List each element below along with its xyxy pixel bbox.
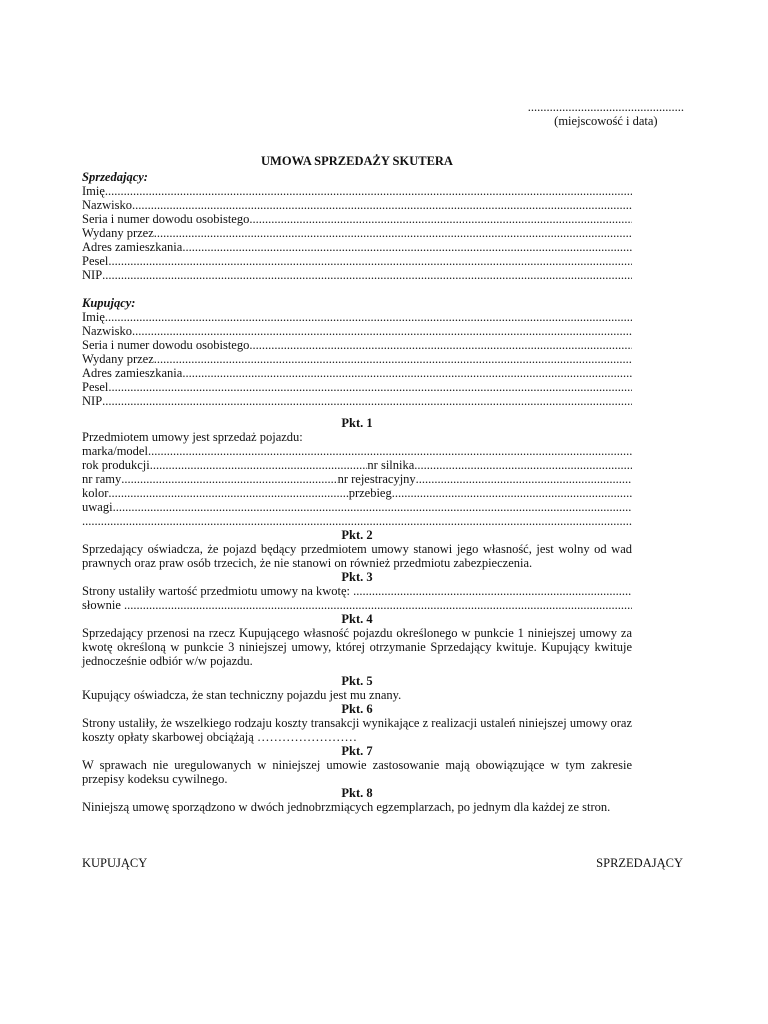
fill-in-line: [102, 268, 632, 282]
buyer-heading: Kupujący:: [82, 296, 136, 310]
vehicle-field-rama-rejestracja[interactable]: [82, 472, 632, 486]
field-label: słownie: [82, 598, 121, 612]
pkt4-heading: Pkt. 4: [341, 612, 373, 626]
field-label: rok produkcji: [82, 458, 150, 472]
pkt6-heading: Pkt. 6: [341, 702, 373, 716]
fill-in-line: [392, 486, 632, 500]
spacer: [82, 282, 632, 296]
field-label: Seria i numer dowodu osobistego: [82, 338, 250, 352]
fill-in-line: [182, 240, 632, 254]
fill-in-line: [353, 584, 632, 598]
seller-field-pesel[interactable]: [82, 254, 632, 268]
fill-in-line: [108, 486, 348, 500]
place-date-block: [528, 100, 684, 128]
pkt6-text: Strony ustaliły, że wszelkiego rodzaju koszty transakcji wynikające z realizacji ustaleń niniejszej umowy oraz koszty opłaty skarbowej obciążają ……………………: [82, 716, 632, 744]
buyer-field-dowod[interactable]: [82, 338, 632, 352]
fill-in-line: [121, 472, 337, 486]
pkt7-text: W sprawach nie uregulowanych w niniejszej umowie zastosowanie mają obowiązujące w tym zakresie przepisy kodeksu cywilnego.: [82, 758, 632, 786]
pkt3-heading: Pkt. 3: [341, 570, 373, 584]
pkt5-text: Kupujący oświadcza, że stan techniczny pojazdu jest mu znany.: [82, 688, 402, 702]
pkt1-intro: Przedmiotem umowy jest sprzedaż pojazdu:: [82, 430, 303, 444]
place-date-dots: ..................................................: [527, 100, 684, 114]
fill-in-line: [249, 212, 632, 226]
fill-in-line: [154, 352, 632, 366]
seller-signature-label: SPRZEDAJĄCY: [596, 856, 683, 870]
seller-heading: Sprzedający:: [82, 170, 148, 184]
fill-in-line: [105, 184, 632, 198]
vehicle-field-uwagi-cont[interactable]: [82, 514, 632, 528]
field-label: Strony ustaliły wartość przedmiotu umowy na kwotę:: [82, 584, 351, 598]
pkt8-heading: Pkt. 8: [341, 786, 373, 800]
field-label: uwagi: [82, 500, 113, 514]
fill-in-line: [154, 226, 632, 240]
field-label: NIP: [82, 394, 103, 408]
vehicle-field-rok-silnik[interactable]: [82, 458, 632, 472]
seller-field-adres[interactable]: [82, 240, 632, 254]
field-label: Imię: [82, 310, 105, 324]
pkt4-text: Sprzedający przenosi na rzecz Kupującego własność pojazdu określonego w punkcie 1 niniejszej umowy za kwotę określoną w punkcie 3 niniejszej umowy, której otrzymanie Sprzedający kwituje. Kupujący kwituje jednocześnie odbiór w/w pojazdu.: [82, 626, 632, 668]
seller-field-dowod[interactable]: [82, 212, 632, 226]
fill-in-line: [102, 394, 632, 408]
pkt2-heading: Pkt. 2: [341, 528, 373, 542]
field-label: Nazwisko: [82, 324, 132, 338]
buyer-field-wydany[interactable]: [82, 352, 632, 366]
field-label: kolor: [82, 486, 109, 500]
vehicle-field-kolor-przebieg[interactable]: [82, 486, 632, 500]
fill-in-line: [416, 472, 632, 486]
seller-field-nazwisko[interactable]: [82, 198, 632, 212]
buyer-field-adres[interactable]: [82, 366, 632, 380]
field-label: NIP: [82, 268, 103, 282]
pkt5-heading: Pkt. 5: [341, 674, 373, 688]
field-label: Pesel: [82, 380, 109, 394]
fill-in-line: [113, 500, 632, 514]
vehicle-field-marka[interactable]: [82, 444, 632, 458]
field-label: Wydany przez: [82, 352, 154, 366]
buyer-signature-label: KUPUJĄCY: [82, 856, 148, 870]
pkt1-heading: Pkt. 1: [341, 416, 373, 430]
fill-in-line: [124, 598, 632, 612]
field-label: Nazwisko: [82, 198, 132, 212]
fill-in-line: [150, 458, 368, 472]
fill-in-line: [105, 310, 632, 324]
price-field-kwota[interactable]: [82, 584, 632, 598]
field-label: przebieg: [348, 486, 392, 500]
pkt8-text: Niniejszą umowę sporządzono w dwóch jednobrzmiących egzemplarzach, po jednym dla każdej ze stron.: [82, 800, 611, 814]
seller-field-imie[interactable]: [82, 184, 632, 198]
field-label: nr ramy: [82, 472, 122, 486]
contract-title: UMOWA SPRZEDAŻY SKUTERA: [261, 154, 453, 168]
fill-in-line: [132, 324, 632, 338]
field-label: marka/model: [82, 444, 148, 458]
buyer-field-pesel[interactable]: [82, 380, 632, 394]
fill-in-line: [148, 444, 632, 458]
field-label: Wydany przez: [82, 226, 154, 240]
fill-in-line: [108, 380, 632, 394]
fill-in-line: [108, 254, 632, 268]
vehicle-field-uwagi[interactable]: [82, 500, 632, 514]
fill-in-line: [249, 338, 632, 352]
buyer-section: [82, 296, 632, 408]
field-label: nr silnika: [367, 458, 415, 472]
contract-body: [82, 154, 632, 814]
price-field-slownie[interactable]: [82, 598, 632, 612]
seller-field-wydany[interactable]: [82, 226, 632, 240]
field-label: Pesel: [82, 254, 109, 268]
pkt2-text: Sprzedający oświadcza, że pojazd będący przedmiotem umowy stanowi jego własność, jest wolny od wad prawnych oraz praw osób trzecich, że nie stanowi on również przedmiotu zabezpieczenia.: [82, 542, 632, 570]
signature-row: [82, 856, 683, 870]
fill-in-line: [132, 198, 632, 212]
field-label: Imię: [82, 184, 105, 198]
field-label: Adres zamieszkania: [82, 366, 183, 380]
field-label: Seria i numer dowodu osobistego: [82, 212, 250, 226]
buyer-field-imie[interactable]: [82, 310, 632, 324]
fill-in-line: [182, 366, 632, 380]
field-label: Adres zamieszkania: [82, 240, 183, 254]
buyer-field-nazwisko[interactable]: [82, 324, 632, 338]
field-label: nr rejestracyjny: [337, 472, 416, 486]
seller-field-nip[interactable]: [82, 268, 632, 282]
place-date-label: (miejscowość i data): [554, 114, 658, 128]
buyer-field-nip[interactable]: [82, 394, 632, 408]
seller-section: [82, 170, 632, 282]
pkt7-heading: Pkt. 7: [341, 744, 373, 758]
fill-in-line: [82, 514, 632, 528]
fill-in-line: [414, 458, 632, 472]
